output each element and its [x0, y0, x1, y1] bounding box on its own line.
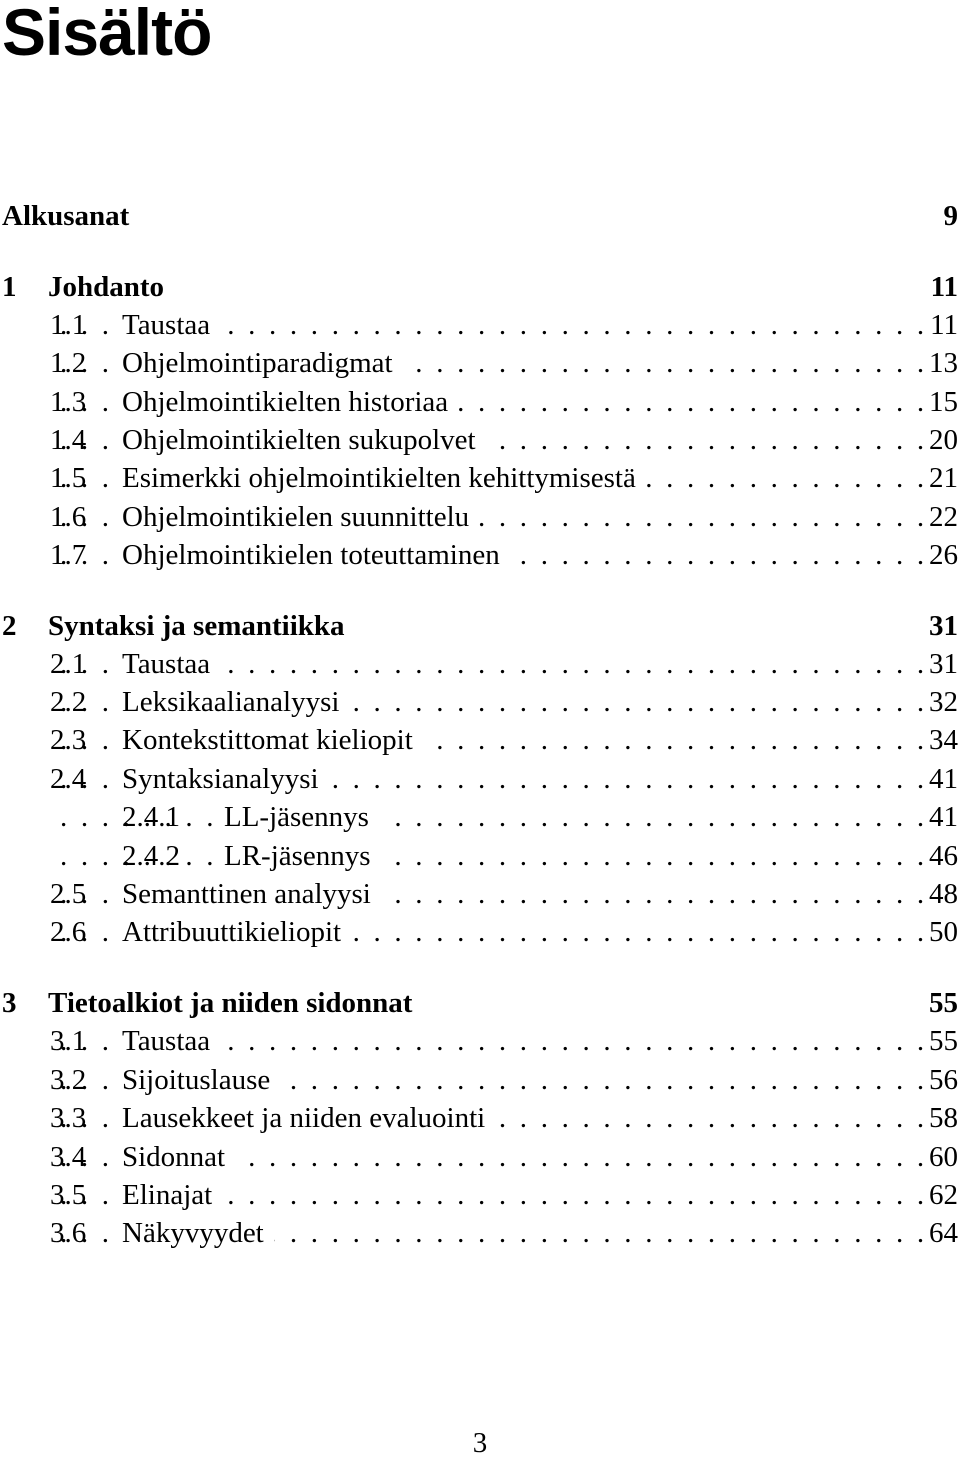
entry-page: 55 [923, 1022, 958, 1060]
toc-entry[interactable] [0, 1138, 960, 1176]
entry-number: 2.6 [50, 916, 87, 948]
entry-number: 1.4 [50, 424, 87, 456]
entry-page: 50 [923, 913, 958, 951]
dot-leader [60, 837, 960, 875]
toc-entry[interactable] [0, 721, 960, 759]
entry-title: Sijoituslause [122, 1061, 280, 1099]
entry-number: 2.1 [50, 648, 87, 680]
entry-number: 3.2 [50, 1064, 87, 1096]
entry-title: LL-jäsennys [224, 798, 379, 836]
toc-entry[interactable] [0, 1022, 960, 1060]
entry-number: 2 [2, 610, 17, 642]
entry-title: Syntaksianalyysi [122, 760, 329, 798]
entry-page: 46 [923, 837, 958, 875]
entry-title: Taustaa [122, 306, 220, 344]
entry-page: 21 [923, 459, 958, 497]
entry-number: 3.4 [50, 1141, 87, 1173]
entry-number: 1 [2, 271, 17, 303]
entry-number: 1.6 [50, 501, 87, 533]
entry-number: 1.3 [50, 386, 87, 418]
entry-title: Elinajat [122, 1176, 222, 1214]
toc-entry[interactable] [0, 383, 960, 421]
entry-title: Semanttinen analyysi [122, 875, 381, 913]
entry-title: Ohjelmointiparadigmat [122, 344, 403, 382]
toc-chapter-1[interactable] [0, 268, 960, 306]
toc-entry[interactable] [0, 306, 960, 344]
entry-title: Ohjelmointikielten historiaa [122, 383, 458, 421]
entry-number: 1.7 [50, 539, 87, 571]
entry-page: 41 [923, 760, 958, 798]
entry-page: 31 [923, 645, 958, 683]
entry-title: Taustaa [122, 1022, 220, 1060]
entry-page: 31 [923, 607, 958, 645]
toc-entry[interactable] [0, 760, 960, 798]
entry-number: 3.5 [50, 1179, 87, 1211]
entry-number: 3.1 [50, 1025, 87, 1057]
entry-title: Lausekkeet ja niiden evaluointi [122, 1099, 495, 1137]
page-title: Sisältö [2, 0, 212, 69]
entry-page: 41 [923, 798, 958, 836]
toc-entry[interactable] [0, 683, 960, 721]
entry-title: Ohjelmointikielen suunnittelu [122, 498, 479, 536]
entry-page: 55 [923, 984, 958, 1022]
entry-number: 3.6 [50, 1217, 87, 1249]
entry-page: 11 [925, 268, 958, 306]
toc-chapter-2[interactable] [0, 607, 960, 645]
entry-number: 3 [2, 987, 17, 1019]
toc-entry[interactable] [0, 459, 960, 497]
entry-number: 2.5 [50, 878, 87, 910]
entry-number: 2.2 [50, 686, 87, 718]
entry-title: Kontekstittomat kieliopit [122, 721, 423, 759]
entry-title: Syntaksi ja semantiikka [48, 607, 355, 645]
entry-title: Leksikaalianalyysi [122, 683, 349, 721]
toc-entry[interactable] [0, 536, 960, 574]
entry-title: Näkyvyydet [122, 1214, 274, 1252]
entry-title: Ohjelmointikielen toteuttaminen [122, 536, 510, 574]
entry-page: 15 [923, 383, 958, 421]
entry-page: 48 [923, 875, 958, 913]
entry-page: 11 [924, 306, 958, 344]
entry-title: Esimerkki ohjelmointikielten kehittymisestä [122, 459, 646, 497]
entry-number: 2.3 [50, 724, 87, 756]
entry-title: Johdanto [48, 268, 174, 306]
toc-chapter-3[interactable] [0, 984, 960, 1022]
entry-title: Alkusanat [2, 197, 139, 235]
dot-leader [60, 798, 960, 836]
toc-entry[interactable] [0, 421, 960, 459]
toc-entry-front-matter[interactable] [0, 197, 960, 235]
entry-page: 64 [923, 1214, 958, 1252]
toc-entry[interactable] [0, 1176, 960, 1214]
entry-page: 32 [923, 683, 958, 721]
entry-number: 2.4.1 [122, 801, 180, 833]
entry-title: LR-jäsennys [224, 837, 381, 875]
toc-entry[interactable] [0, 1099, 960, 1137]
entry-number: 3.3 [50, 1102, 87, 1134]
toc-subentry[interactable] [0, 798, 960, 836]
entry-page: 9 [938, 197, 959, 235]
entry-page: 22 [923, 498, 958, 536]
toc-entry[interactable] [0, 913, 960, 951]
entry-number: 1.2 [50, 347, 87, 379]
entry-number: 1.5 [50, 462, 87, 494]
entry-number: 2.4 [50, 763, 87, 795]
entry-title: Taustaa [122, 645, 220, 683]
page-number: 3 [472, 1427, 488, 1459]
entry-title: Ohjelmointikielten sukupolvet [122, 421, 486, 459]
entry-title: Attribuuttikieliopit [122, 913, 351, 951]
toc-entry[interactable] [0, 344, 960, 382]
toc-entry[interactable] [0, 875, 960, 913]
entry-page: 62 [923, 1176, 958, 1214]
entry-page: 56 [923, 1061, 958, 1099]
entry-page: 26 [923, 536, 958, 574]
entry-number: 1.1 [50, 309, 87, 341]
toc-entry[interactable] [0, 1061, 960, 1099]
entry-page: 58 [923, 1099, 958, 1137]
entry-page: 13 [923, 344, 958, 382]
entry-number: 2.4.2 [122, 840, 180, 872]
entry-title: Sidonnat [122, 1138, 235, 1176]
toc-subentry[interactable] [0, 837, 960, 875]
entry-page: 34 [923, 721, 958, 759]
toc-entry[interactable] [0, 645, 960, 683]
entry-page: 60 [923, 1138, 958, 1176]
toc-entry[interactable] [0, 498, 960, 536]
toc-entry[interactable] [0, 1214, 960, 1252]
entry-page: 20 [923, 421, 958, 459]
entry-title: Tietoalkiot ja niiden sidonnat [48, 984, 422, 1022]
